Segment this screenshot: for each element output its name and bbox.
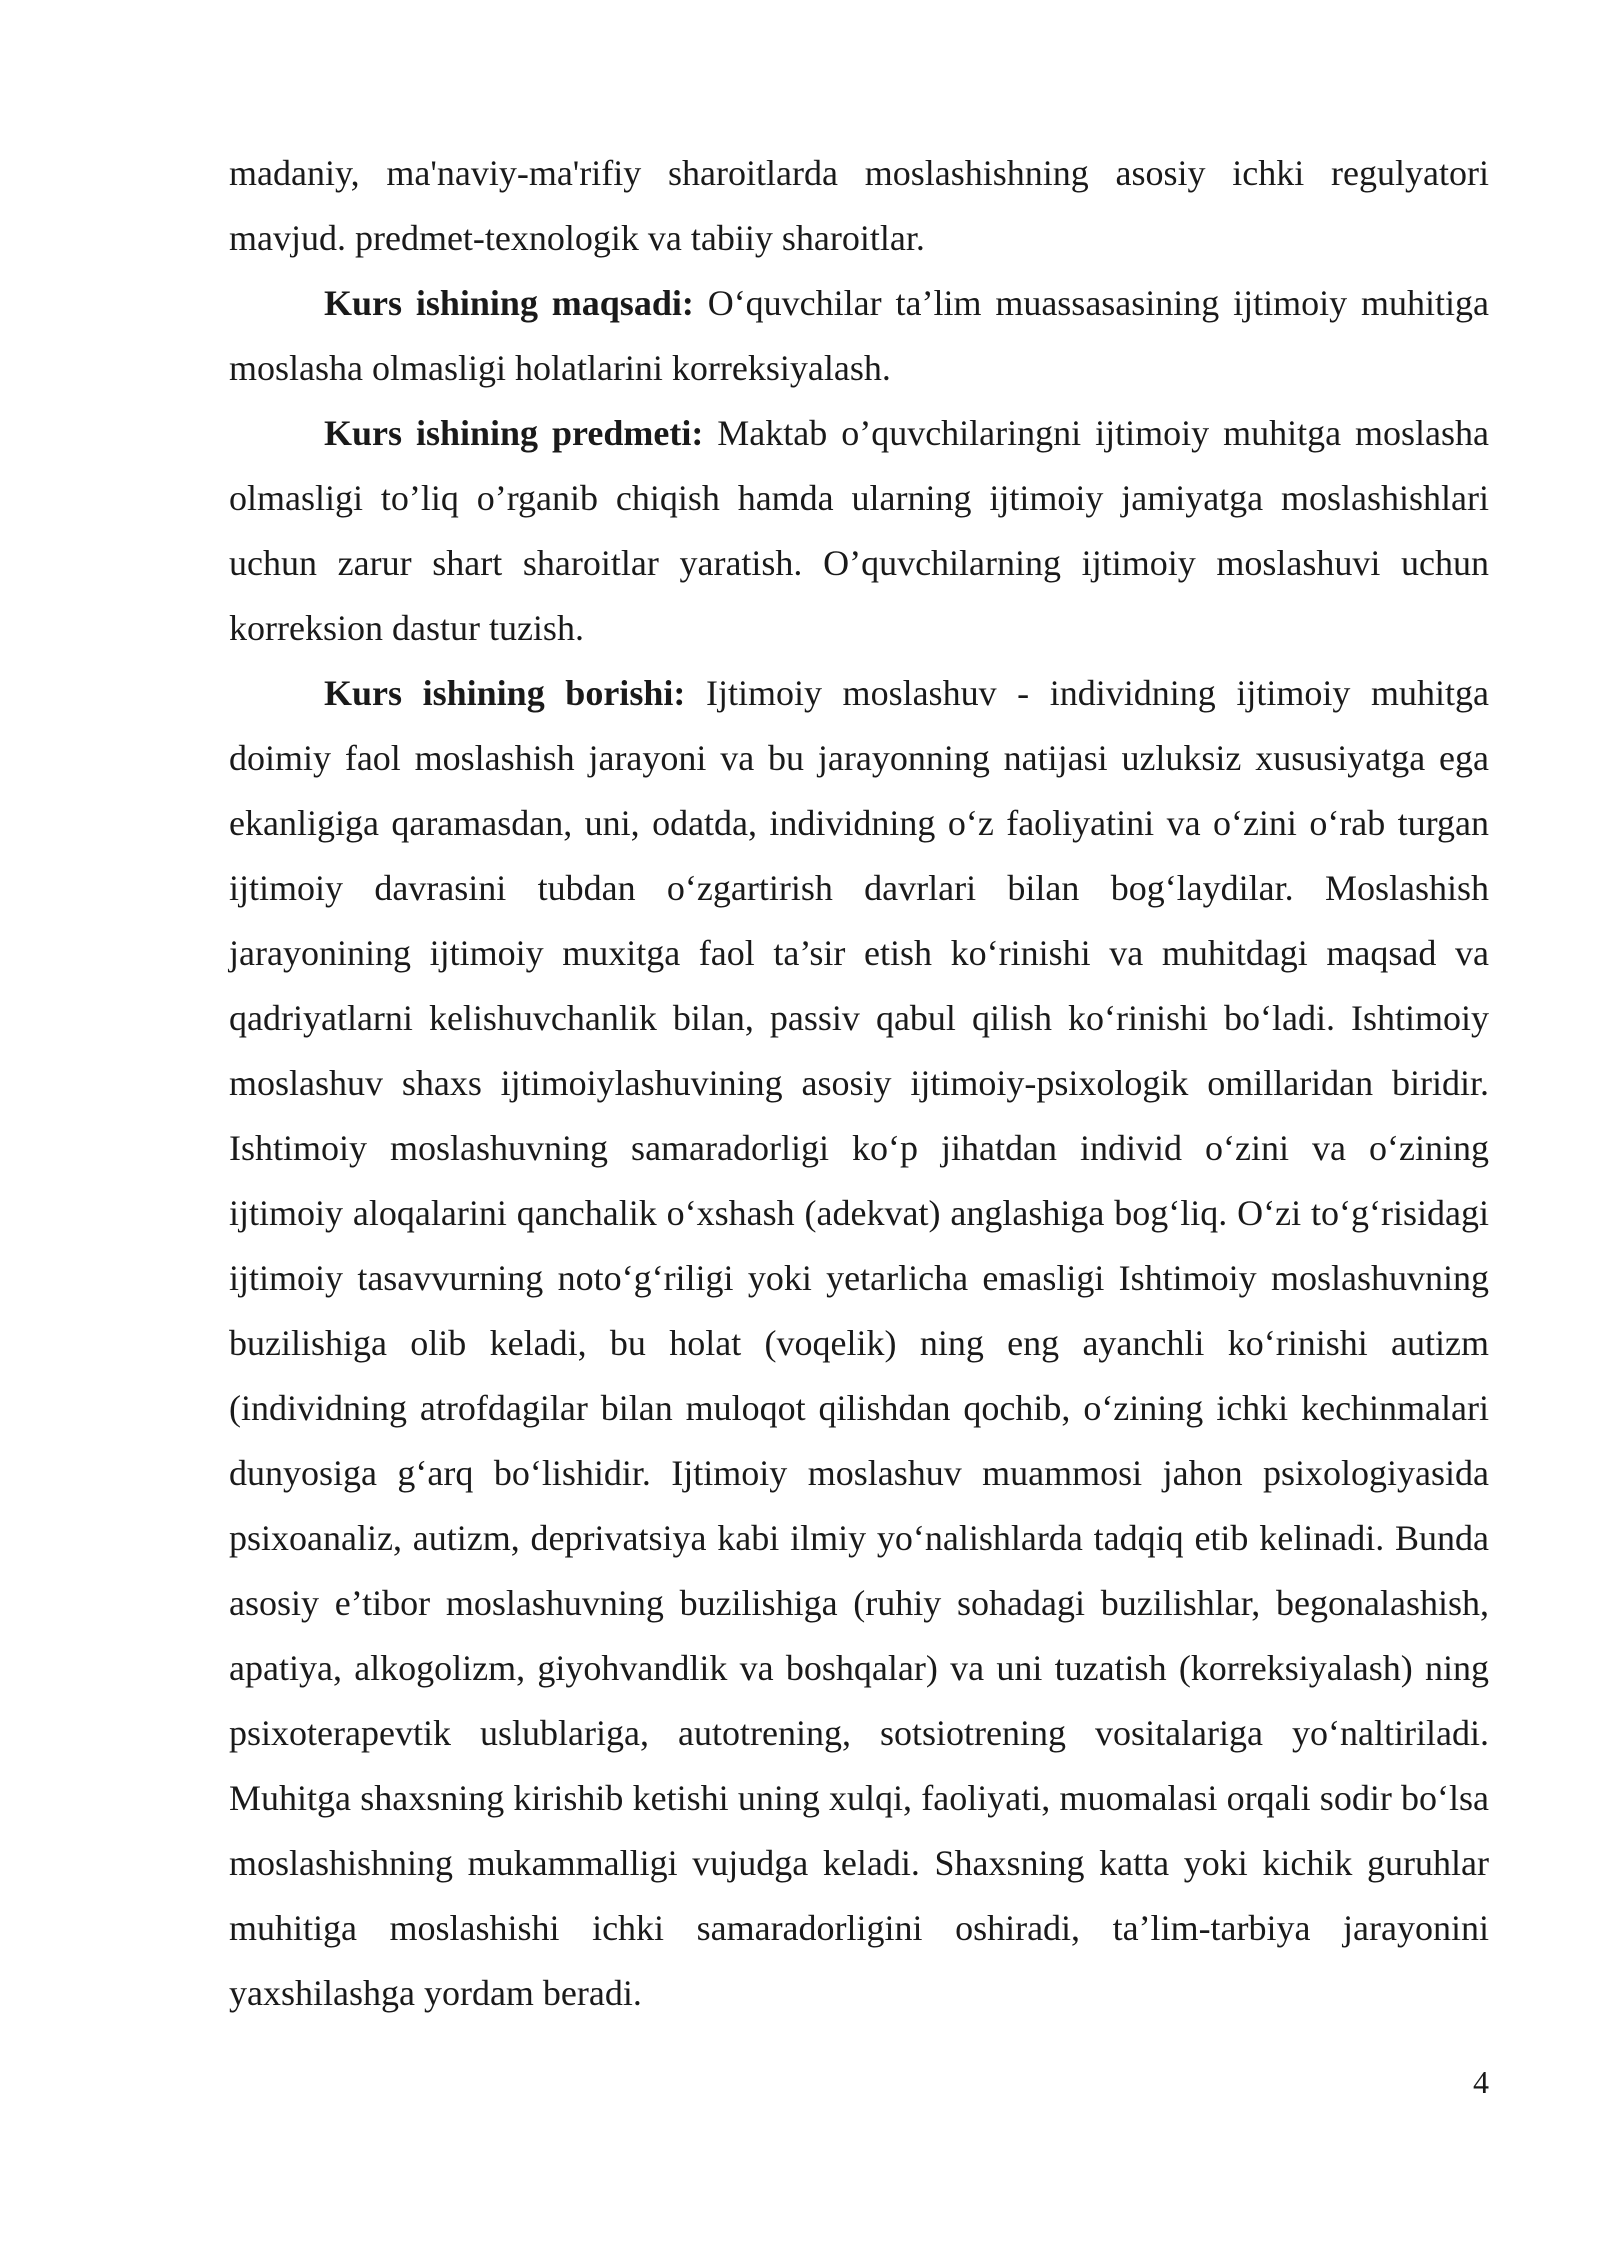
paragraph-text: Maktab o’quvchilaringni ijtimoiy muhitga moslasha olmasligi to’liq o’rganib chiqish hamda ularning ijtimoiy jamiyatga moslashishlari uchun zarur shart sharoitlar yaratish. O’quvchilarning ijtimoiy moslashuvi uchun korreksion dastur tuzish. [229,413,1489,648]
paragraph-text: Ijtimoiy moslashuv - individning ijtimoiy muhitga doimiy faol moslashish jarayoni va bu jarayonning natijasi uzluksiz xususiyatga ega ekanligiga qaramasdan, uni, odatda, individning o‘z faoliyatini va o‘zini o‘rab turgan ijtimoiy davrasini tubdan o‘zgartirish davrlari bilan bog‘laydilar. Moslashish jarayonining ijtimoiy muxitga faol ta’sir etish ko‘rinishi va muhitdagi maqsad va qadriyatlarni kelishuvchanlik bilan, passiv qabul qilish ko‘rinishi bo‘ladi. Ishtimoiy moslashuv shaxs ijtimoiylashuvining asosiy ijtimoiy-psixologik omillaridan biridir. Ishtimoiy moslashuvning samaradorligi ko‘p jihatdan individ o‘zini va o‘zining ijtimoiy aloqalarini qanchalik o‘xshash (adekvat) anglashiga bog‘liq. O‘zi to‘g‘risidagi ijtimoiy tasavvurning noto‘g‘riligi yoki yetarlicha emasligi Ishtimoiy moslashuvning buzilishiga olib keladi, bu holat (voqelik) ning eng ayanchli ko‘rinishi autizm (individning atrofdagilar bilan muloqot qilishdan qochib, o‘zining ichki kechinmalari dunyosiga g‘arq bo‘lishidir. Ijtimoiy moslashuv muammosi jahon psixologiyasida psixoanaliz, autizm, deprivatsiya kabi ilmiy yo‘nalishlarda tadqiq etib kelinadi. Bunda asosiy e’tibor moslashuvning buzilishiga (ruhiy sohadagi buzilishlar, begonalashish, apatiya, alkogolizm, giyohvandlik va boshqalar) va uni tuzatish (korreksiyalash) ning psixoterapevtik uslublariga, autotrening, sotsiotrening vositalariga yo‘naltiriladi. Muhitga shaxsning kirishib ketishi uning xulqi, faoliyati, muomalasi orqali sodir bo‘lsa moslashishning mukammalligi vujudga keladi. Shaxsning katta yoki kichik guruhlar muhitiga moslashishi ichki samaradorligini oshiradi, ta’lim-tarbiya jarayonini yaxshilashga yordam beradi. [229,673,1489,2013]
paragraph-text: O‘quvchilar ta’lim muassasasining ijtimoiy muhitiga moslasha olmasligi holatlarini korreksiyalash. [229,283,1490,388]
page-number: 4 [1473,2064,1489,2100]
document-page [229,141,1489,2026]
paragraph-text: madaniy, ma'naviy-ma'rifiy sharoitlarda moslashishning asosiy ichki regulyatori mavjud. predmet-texnologik va tabiiy sharoitlar. [229,153,1489,258]
paragraph-intro [229,141,1489,271]
paragraph-goal [229,271,1489,401]
paragraph-process [229,661,1489,2026]
paragraph-subject [229,401,1489,661]
paragraph-heading: Kurs ishining borishi: [324,673,686,713]
paragraph-heading: Kurs ishining maqsadi: [324,283,694,323]
paragraph-heading: Kurs ishining predmeti: [324,413,704,453]
